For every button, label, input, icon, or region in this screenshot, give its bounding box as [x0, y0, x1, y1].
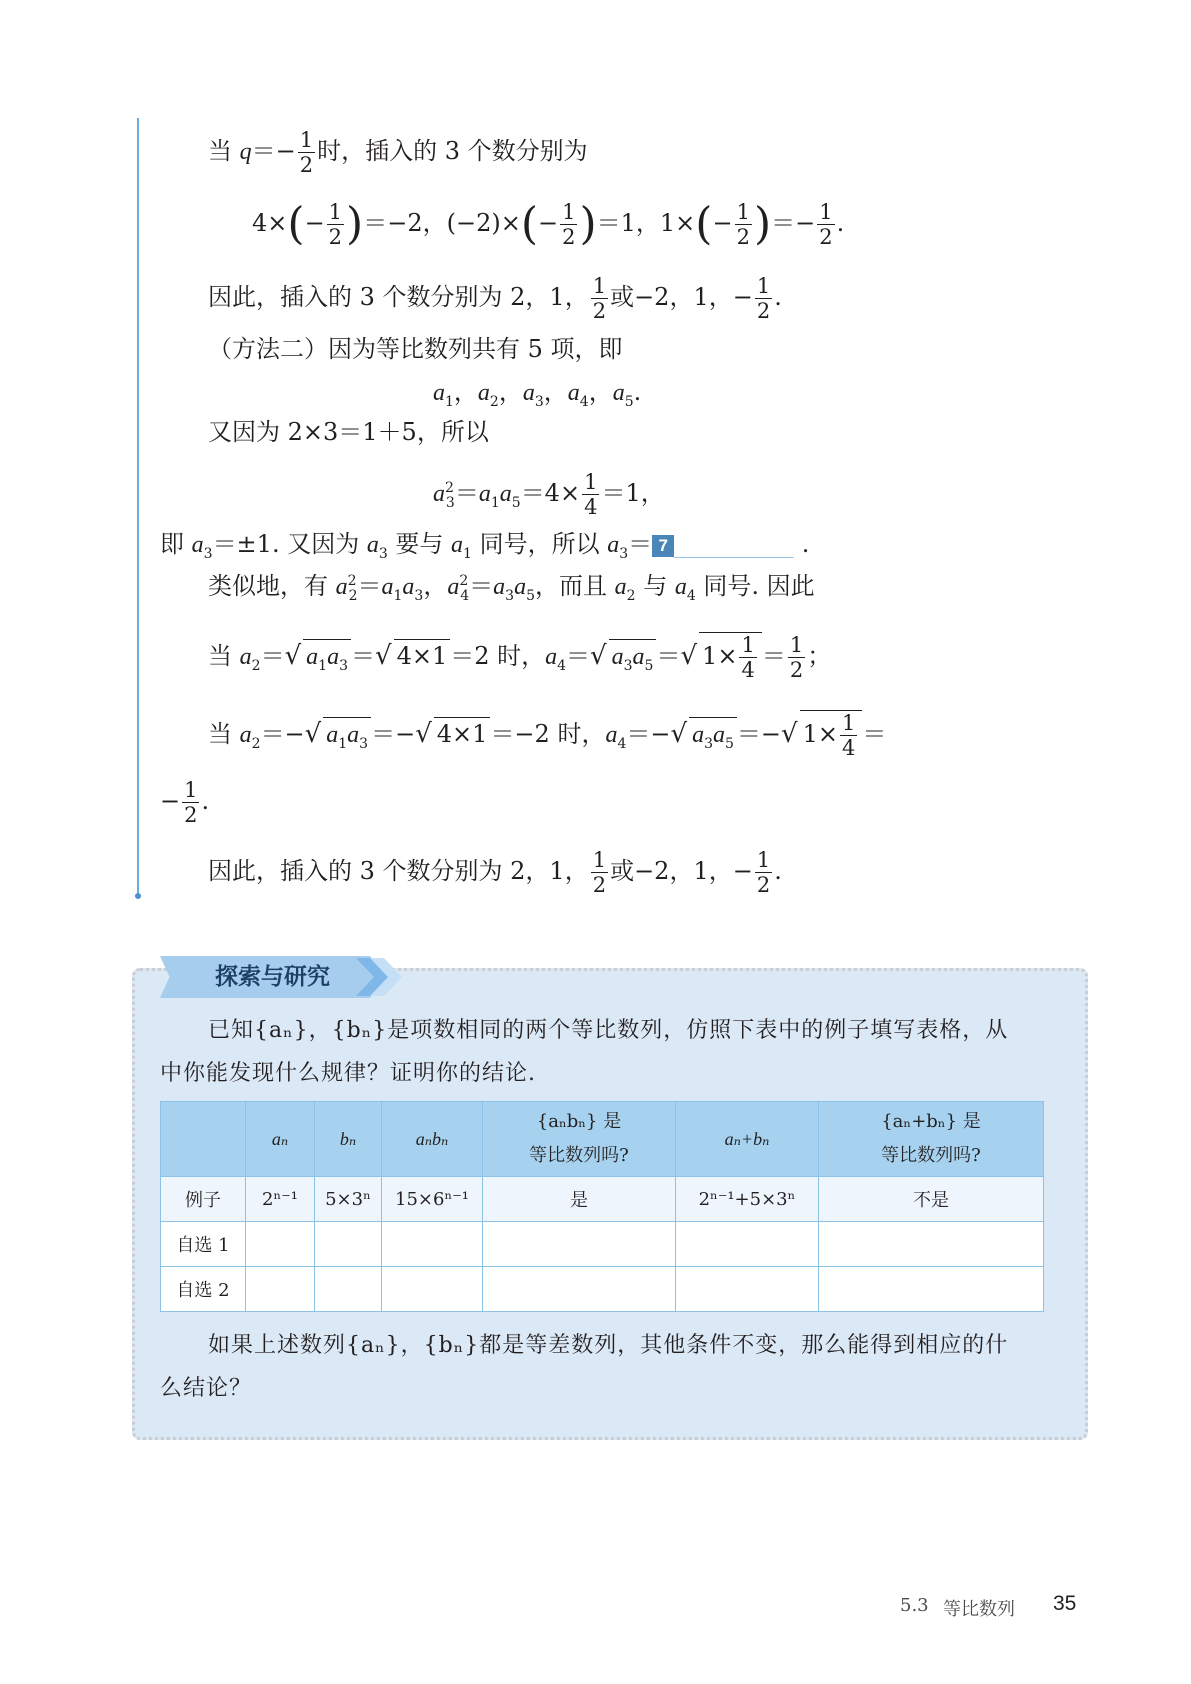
text-line-method2: （方法二）因为等比数列共有 5 项，即	[208, 335, 623, 363]
table-input-cell[interactable]	[246, 1267, 315, 1312]
table-header-line: {aₙ+bₙ} 是	[881, 1111, 981, 1132]
table-input-cell[interactable]	[676, 1222, 819, 1267]
text-line-a3-sign: 即 $a_3=\pm 1$. 又因为 $a_3$ 要与 $a_1$ 同号，所以 $a_3= 7$ .	[160, 530, 810, 562]
table-cell: 是	[483, 1177, 676, 1222]
formula-a3-squared: $a^2_3=a_1a_5=4\times$ $\frac{1}{4}$ ＝1，	[433, 470, 665, 519]
table-input-cell[interactable]	[315, 1222, 382, 1267]
text: 时，插入的 3 个数分别为	[317, 137, 588, 165]
table-header-row	[161, 1102, 1044, 1177]
text: 或−2，1，−	[610, 283, 753, 311]
text: 当	[208, 642, 232, 670]
chevron-decoration-icon	[356, 958, 406, 996]
text: 时，	[497, 642, 546, 670]
table-cell: 15×6ⁿ⁻¹	[382, 1177, 483, 1222]
explore-paragraph-1-cont: 中你能发现什么规律？证明你的结论.	[160, 1061, 536, 1086]
table-input-cell[interactable]	[676, 1267, 819, 1312]
text-line-result-2: 因此，插入的 3 个数分别为 2，1， $\frac{1}{2}$ 或−2，1，− $\frac{1}{2}$ .	[208, 848, 782, 897]
table-row	[161, 1267, 1044, 1312]
table-input-cell[interactable]	[315, 1267, 382, 1312]
table-cell: 自选 1	[161, 1222, 246, 1267]
table-input-cell[interactable]	[819, 1267, 1044, 1312]
table-row	[161, 1177, 1044, 1222]
text: ，而且	[535, 572, 608, 600]
footer-section-number: 5.3	[900, 1595, 929, 1616]
explore-paragraph-1: 已知{aₙ}，{bₙ}是项数相同的两个等比数列，仿照下表中的例子填写表格，从	[208, 1018, 1009, 1043]
table-header-cell	[161, 1102, 246, 1177]
table-cell: 2ⁿ⁻¹	[246, 1177, 315, 1222]
text: 时，	[557, 720, 606, 748]
formula-inserted-values: 4×(− $\frac{1}{2}$ )＝−2，(−2)×(− $\frac{1}{2}$ )＝1，1×(− $\frac{1}{2}$ )＝− $\frac{1}{2}$ .	[252, 198, 845, 250]
table-cell: 例子	[161, 1177, 246, 1222]
text-line-because: 又因为 2×3＝1＋5，所以	[208, 418, 489, 446]
text: 当	[208, 137, 232, 165]
text: 因此，插入的 3 个数分别为 2，1，	[208, 857, 589, 885]
text: 即	[160, 530, 184, 558]
table-cell: 2ⁿ⁻¹+5×3ⁿ	[676, 1177, 819, 1222]
text: 类似地，有	[208, 572, 328, 600]
table-header-cell: aₙ+bₙ	[676, 1102, 819, 1177]
question-badge: 7	[652, 535, 674, 557]
table-cell: 5×3ⁿ	[315, 1177, 382, 1222]
table-header-cell	[483, 1102, 676, 1177]
table-cell: 自选 2	[161, 1267, 246, 1312]
table-row	[161, 1222, 1044, 1267]
table-input-cell[interactable]	[483, 1267, 676, 1312]
formula-sequence-terms: $a_1$，$a_2$，$a_3$，$a_4$，$a_5$.	[433, 378, 642, 410]
margin-rule-dot	[135, 893, 141, 899]
formula-case-negative: 当 $a_2=-√$ $a_1a_3$ ＝−√ 4×1 ＝−2 时，$a_4=-√$ $a_3a_5$ ＝−√ 1× $\frac{1}{4}$ ＝	[208, 711, 887, 760]
text: 要与	[395, 530, 444, 558]
table-cell: 不是	[819, 1177, 1044, 1222]
explore-paragraph-2-cont: 么结论？	[160, 1376, 253, 1401]
table-header-cell: aₙbₙ	[382, 1102, 483, 1177]
text: 或−2，1，−	[610, 857, 753, 885]
table-input-cell[interactable]	[483, 1222, 676, 1267]
text-line-q-case: 当 q＝− $\frac{1}{2}$ 时，插入的 3 个数分别为	[208, 128, 588, 177]
table-header-cell	[819, 1102, 1044, 1177]
answer-blank[interactable]	[674, 533, 794, 558]
formula-case-positive: 当 $a_2=√$ $a_1a_3$ ＝√ 4×1 ＝2 时，$a_4=√$ $a_3a_5$ ＝√ 1× $\frac{1}{4}$ ＝ $\frac{1}{2}$ ；	[208, 633, 832, 682]
text-line-similarly: 类似地，有 $a^2_2=a_1a_3$，$a^2_4=a_3a_5$，而且 $a_2$ 与 $a_4$ 同号. 因此	[208, 572, 815, 604]
table-header-cell: aₙ	[246, 1102, 315, 1177]
text: 同号. 因此	[703, 572, 815, 600]
margin-rule	[137, 118, 139, 896]
table-header-line: 等比数列吗?	[529, 1145, 629, 1166]
text: 因此，插入的 3 个数分别为 2，1，	[208, 283, 589, 311]
table-input-cell[interactable]	[382, 1222, 483, 1267]
formula-negative-half: − $\frac{1}{2}$ .	[160, 778, 210, 827]
explore-table	[160, 1101, 1044, 1312]
table-header-line: 等比数列吗?	[881, 1145, 981, 1166]
text-line-result-1: 因此，插入的 3 个数分别为 2，1， $\frac{1}{2}$ 或−2，1，− $\frac{1}{2}$ .	[208, 274, 782, 323]
text: 当	[208, 720, 232, 748]
table-header-cell: bₙ	[315, 1102, 382, 1177]
footer-section-title: 等比数列	[943, 1599, 1015, 1620]
table-input-cell[interactable]	[246, 1222, 315, 1267]
text: 同号，所以	[479, 530, 600, 558]
text: 与	[643, 572, 668, 600]
explore-title: 探索与研究	[215, 964, 330, 990]
text: ＝±1. 又因为	[212, 530, 360, 558]
table-header-line: {aₙbₙ} 是	[536, 1111, 622, 1132]
table-input-cell[interactable]	[819, 1222, 1044, 1267]
explore-paragraph-2: 如果上述数列{aₙ}，{bₙ}都是等差数列，其他条件不变，那么能得到相应的什	[208, 1333, 1009, 1358]
table-input-cell[interactable]	[382, 1267, 483, 1312]
page-number: 35	[1053, 1592, 1077, 1615]
